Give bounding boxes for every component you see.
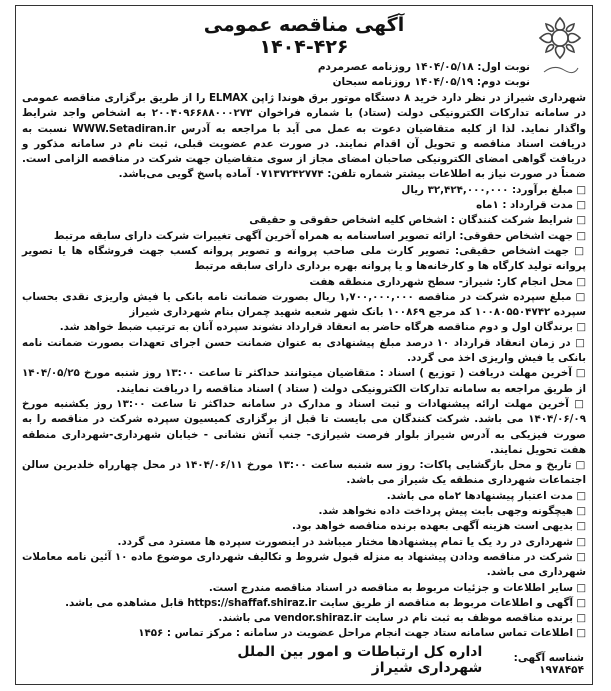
list-item: □ آخرین مهلت ارائه پیشنهادات و ثبت اسناد و مدارک در سامانه حداکثر تا ساعت ۱۳:۰۰ روز یکشنبه مورخ ۱۴۰۴/۰۶/۰۹ می باشد. شرکت کنندگان می بایست تا قبل از برگزاری کمیسیون سپرده شرکت در مناقصه را به صورت فیزیکی به آدرس شیراز بلوار فرصت شیرازی- جنب آتش نشانی - خیابان شهرداری-شهرداری منطقه هفت تحویل نمایند.	[22, 397, 586, 458]
list-item: □ در زمان انعقاد قرارداد ۱۰ درصد مبلغ پیشنهادی به عنوان ضمانت حسن اجرای تعهدات بصورت ضمانت نامه بانکی یا فیش واریزی اخذ می گردد.	[22, 336, 586, 367]
list-item: □ هیچگونه وجهی بابت پیش پرداخت داده نخواهد شد.	[22, 504, 586, 519]
list-item: □ شرایط شرکت کنندگان : اشخاص کلیه اشخاص حقوقی و حقیقی	[22, 213, 586, 228]
ad-id: شناسه آگهی: ۱۹۷۸۴۵۴	[513, 651, 584, 676]
list-item: □ اطلاعات تماس سامانه ستاد جهت انجام مراحل عضویت در سامانه : مرکز تماس : ۱۴۵۶	[22, 626, 586, 641]
ad-title: آگهی مناقصه عمومی	[203, 14, 405, 36]
intro-paragraph: شهرداری شیراز در نظر دارد خرید ۸ دستگاه موتور برق هوندا ژاپن ELMAX را از طریق برگزاری مناقصه عمومی در سامانه تدارکات الکترونیکی دولت (ستاد) با شماره فراخوان ۲۰۰۴۰۹۶۶۸۸۰۰۰۲۷۳ به اشخاص واجد شرایط واگذار نماید. لذا از کلیه متقاضیان دعوت به عمل می آید با مراجعه به آدرس WWW.Setadiran.ir نسبت به دریافت اسناد مناقصه و تحویل آن اقدام نمایند. در صورت عدم عضویت قبلی، ثبت نام در سامانه مذکور و دریافت گواهی امضای الکترونیکی صاحبان امضای مجاز از سوی متقاضیان جهت شرکت در مناقصه الزامی است. ضمناً در صورت نیاز به اطلاعات بیشتر شماره تلفن: ۰۷۱۳۷۲۴۲۷۷۴ آماده پاسخ گویی می‌باشد.	[22, 92, 587, 181]
ad-footer	[22, 642, 586, 676]
shiraz-municipality-logo-icon	[536, 14, 584, 80]
list-item: □ شرکت در مناقصه ودادن پیشنهاد به منزله قبول شروط و تکالیف شهرداری موضوع ماده ۱۰ آئین نامه معاملات شهرداری می باشد.	[22, 550, 586, 581]
second-round: نوبت دوم: ۱۴۰۴/۰۵/۱۹ روزنامه سبحان	[332, 76, 530, 88]
list-item: □ مبلغ برآورد: ۳۲,۴۲۴,۰۰۰,۰۰۰ ریال	[22, 183, 586, 198]
list-item: □ آخرین مهلت دریافت ( توزیع ) اسناد : متقاضیان میتوانند حداکثر تا ساعت ۱۳:۰۰ روز شنبه مورخ ۱۴۰۴/۰۵/۲۵ از طریق مراجعه به سامانه تدارکات الکترونیکی دولت ( ستاد ) اسناد مناقصه را دریافت نمایند.	[22, 366, 586, 397]
list-item: □ برندگان اول و دوم مناقصه هرگاه حاضر به انعقاد قرارداد نشوند سپرده آنان به ترتیب ضبط خواهد شد.	[22, 320, 586, 335]
list-item: □ مدت قرارداد : ۱ماه	[22, 198, 586, 213]
ad-frame	[15, 5, 593, 685]
list-item: □ مبلغ سپرده شرکت در مناقصه ۱,۷۰۰,۰۰۰,۰۰۰ ریال بصورت ضمانت نامه بانکی یا فیش واریزی نقدی بحساب سپرده ۱۰۰۸۰۵۵۰۴۷۴۲ کد مرجع ۱۰۰۸۶۹ بانک شهر شعبه شهید چمران بنام شهرداری شیراز	[22, 290, 586, 321]
list-item: □ برنده مناقصه موظف به ثبت نام در سایت vendor.shiraz.ir می باشند.	[22, 611, 586, 626]
ad-title-block	[92, 14, 516, 58]
list-item: □ محل انجام کار: شیراز- سطح شهرداری منطقه هفت	[22, 275, 586, 290]
first-round: نوبت اول: ۱۴۰۴/۰۵/۱۸ روزنامه عصرمردم	[317, 61, 530, 73]
list-item: □ جهت اشخاص حقوقی: ارائه تصویر اساسنامه به همراه آخرین آگهی تغییرات شرکت دارای سابقه مرتبط	[22, 229, 586, 244]
list-item: □ تاریخ و محل بازگشایی پاکات: روز سه شنبه ساعت ۱۳:۰۰ مورخ ۱۴۰۴/۰۶/۱۱ در محل چهارراه خلدبرین سالن اجتماعات شهرداری منطقه یک شیراز می باشد.	[22, 458, 586, 489]
list-item: □ بدیهی است هزینه آگهی بعهده برنده مناقصه خواهد بود.	[22, 519, 586, 534]
list-item: □ سایر اطلاعات و جزئیات مربوط به مناقصه در اسناد مناقصه مندرج است.	[22, 581, 586, 596]
tender-number: ۱۴۰۴-۴۲۶	[259, 36, 349, 58]
list-item: □ جهت اشخاص حقیقی: تصویر کارت ملی صاحب پروانه و تصویر پروانه کسب جهت فروشگاه ها یا تصویر پروانه تولید کارگاه ها و کارخانه‌ها و یا پروانه بهره برداری دارای سابقه مرتبط	[22, 244, 586, 275]
list-item: □ شهرداری در رد یک یا تمام پیشنهادها مختار میباشد در اینصورت سپرده ها مسترد می گردد.	[22, 535, 586, 550]
issuing-organization: اداره کل ارتباطات و امور بین الملل شهرداری شیراز	[237, 643, 483, 676]
list-item: □ آگهی و اطلاعات مربوط به مناقصه از طریق سایت https://shaffaf.shiraz.ir قابل مشاهده می باشد.	[22, 596, 586, 611]
ad-body	[22, 91, 586, 642]
publication-rounds	[22, 60, 586, 90]
list-item: □ مدت اعتبار پیشنهادها ۲ماه می باشد.	[22, 489, 586, 504]
